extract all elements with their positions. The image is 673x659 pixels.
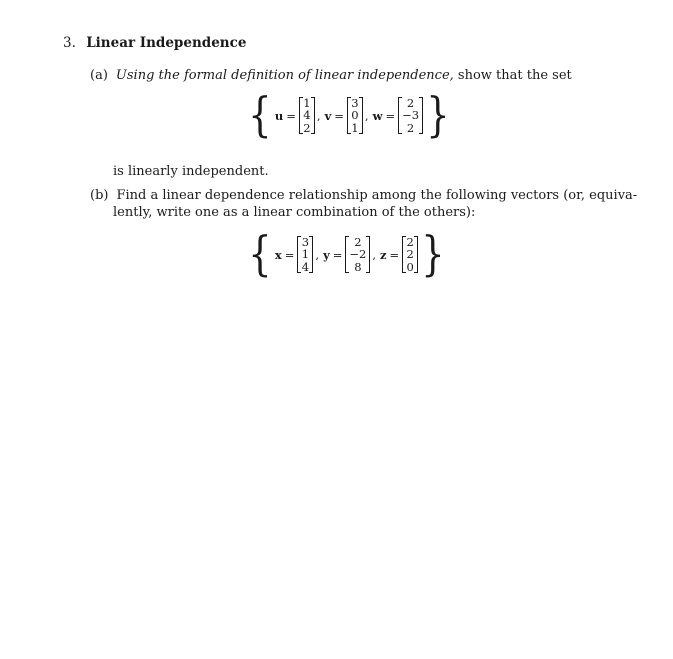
- matrix-entry: 4: [303, 108, 311, 123]
- matrix-entry: 0: [351, 108, 359, 123]
- column-vector-z: [402, 236, 418, 274]
- equals-sign: =: [389, 247, 400, 262]
- matrix-entry: 2: [406, 234, 414, 249]
- vector-name-y: y: [323, 247, 330, 262]
- vector-name-z: z: [380, 247, 387, 262]
- problem-number: 3.: [63, 35, 76, 51]
- comma: ,: [315, 247, 320, 262]
- left-brace: {: [248, 88, 272, 143]
- matrix-entry: 2: [406, 247, 414, 262]
- matrix-entry: 3: [351, 95, 359, 110]
- right-brace: }: [421, 227, 445, 282]
- matrix-entry: 1: [301, 247, 310, 262]
- equals-sign: =: [334, 108, 344, 123]
- matrix-entry: 8: [354, 259, 362, 274]
- equals-sign: =: [332, 247, 343, 262]
- problem-title: Linear Independence: [86, 35, 247, 51]
- column-vector-v: [347, 97, 363, 135]
- vector-name-u: u: [274, 108, 284, 123]
- comma: ,: [316, 108, 321, 123]
- equals-sign: =: [286, 108, 296, 123]
- part-a-label: (a): [90, 68, 108, 83]
- matrix-entry: 4: [301, 259, 310, 274]
- vector-name-w: w: [372, 108, 383, 123]
- vector-set-b: [245, 227, 448, 282]
- matrix-entry: 2: [354, 234, 362, 249]
- part-b-label: (b): [90, 188, 109, 203]
- left-brace: {: [248, 227, 272, 282]
- matrix-entry: 2: [406, 95, 415, 110]
- part-b-prompt-line1: [90, 188, 637, 203]
- column-vector-w: [398, 97, 423, 135]
- problem-heading: [63, 35, 246, 51]
- vector-name-x: x: [274, 247, 282, 262]
- part-b-prompt-line2: lently, write one as a linear combination of the others):: [113, 205, 476, 220]
- right-brace: }: [426, 88, 450, 143]
- comma: ,: [372, 247, 376, 262]
- matrix-entry: 3: [301, 234, 310, 249]
- matrix-entry: 1: [351, 120, 359, 135]
- matrix-entry: 1: [303, 95, 311, 110]
- part-a-rest-text: show that the set: [453, 68, 572, 83]
- column-vector-y: [345, 236, 370, 274]
- matrix-entry: −2: [349, 247, 367, 262]
- part-a-prompt: [90, 68, 572, 83]
- equals-sign: =: [385, 108, 396, 123]
- column-vector-u: [299, 97, 315, 135]
- matrix-entry: 0: [406, 259, 414, 274]
- matrix-entry: 2: [303, 120, 311, 135]
- vector-name-v: v: [324, 108, 332, 123]
- matrix-entry: 2: [406, 120, 415, 135]
- equals-sign: =: [284, 247, 295, 262]
- part-b-text-line1: Find a linear dependence relationship among the following vectors (or, equiva-: [116, 188, 638, 203]
- matrix-entry: −3: [402, 108, 420, 123]
- vector-set-a: [245, 88, 453, 143]
- part-a-conclusion: is linearly independent.: [113, 164, 269, 179]
- column-vector-x: [297, 236, 313, 274]
- comma: ,: [364, 108, 369, 123]
- part-a-italic-text: Using the formal definition of linear independence,: [115, 68, 454, 83]
